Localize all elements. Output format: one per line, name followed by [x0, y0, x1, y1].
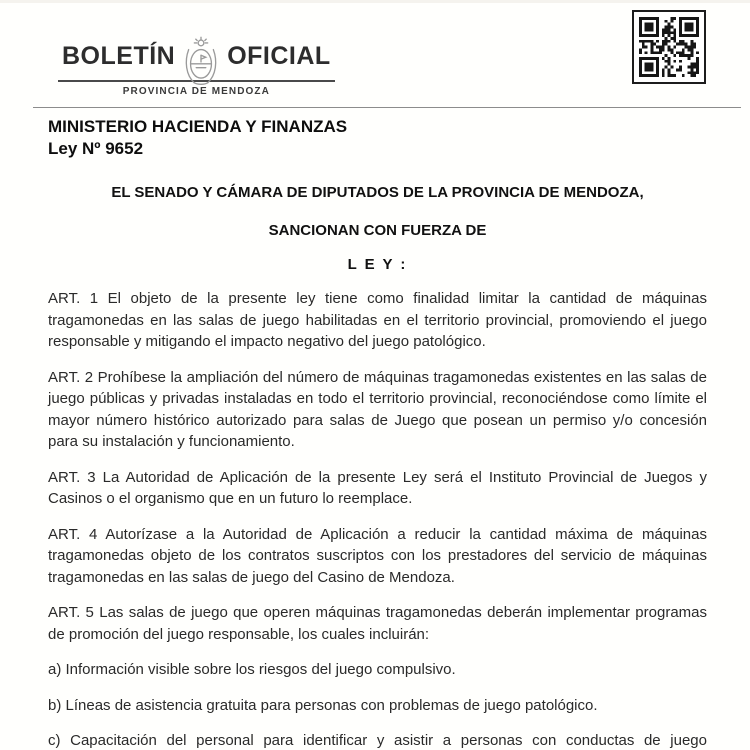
list-item-a: a) Información visible sobre los riesgos del juego compulsivo. — [48, 661, 456, 678]
list-item-b: b) Líneas de asistencia gratuita para personas con problemas de juego patológico. — [48, 696, 598, 714]
logo-word-oficial: OFICIAL — [227, 42, 331, 70]
ministry-title: MINISTERIO HACIENDA Y FINANZAS — [48, 117, 348, 136]
article-3: ART. 3 La Autoridad de Aplicación de la presente Ley será el Instituto Provincial de Juegos y Casinos o el organismo que en un futuro lo reemplace. — [48, 468, 707, 507]
logo-subtitle: PROVINCIA DE MENDOZA — [122, 86, 270, 97]
heading-ley: L E Y : — [347, 256, 408, 273]
header-divider — [33, 107, 741, 108]
law-number: Ley Nº 9652 — [48, 139, 144, 158]
scan-artifact-strip — [0, 0, 750, 3]
qr-code-icon — [632, 10, 706, 84]
document-title-block — [48, 116, 708, 160]
heading-senate: EL SENADO Y CÁMARA DE DIPUTADOS DE LA PROVINCIA DE MENDOZA, — [111, 184, 644, 201]
heading-sanction: SANCIONAN CON FUERZA DE — [268, 222, 487, 239]
article-1: ART. 1 El objeto de la presente ley tiene como finalidad limitar la cantidad de máquinas tragamonedas en las salas de juego habilitadas en el territorio provincial, promoviendo el juego responsable y mitigando el impacto negativo del juego patológico. — [48, 290, 707, 350]
mendoza-coat-of-arms-icon — [182, 36, 220, 91]
list-item-c: c) Capacitación del personal para identificar y asistir a personas con conductas de juego — [48, 732, 707, 749]
boletin-oficial-logo — [58, 36, 335, 82]
article-5: ART. 5 Las salas de juego que operen máquinas tragamonedas deberán implementar programas de promoción del juego responsable, los cuales incluirán: — [48, 604, 707, 643]
logo-word-boletin: BOLETÍN — [62, 42, 176, 70]
article-2: ART. 2 Prohíbese la ampliación del número de máquinas tragamonedas existentes en las salas de juego públicas y privadas instaladas en todo el territorio provincial, reconociéndose como límite el mayor número histórico autorizado para salas de Juego que posean un permiso y/o concesión para su instalación y funcionamiento. — [48, 368, 707, 450]
law-body — [48, 288, 707, 750]
article-4: ART. 4 Autorízase a la Autoridad de Aplicación a reducir la cantidad máxima de máquinas tragamonedas objeto de los contratos suscriptos con los prestadores del servicio de máquinas tragamonedas en las salas de juego del Casino de Mendoza. — [48, 525, 707, 586]
masthead — [58, 36, 335, 97]
